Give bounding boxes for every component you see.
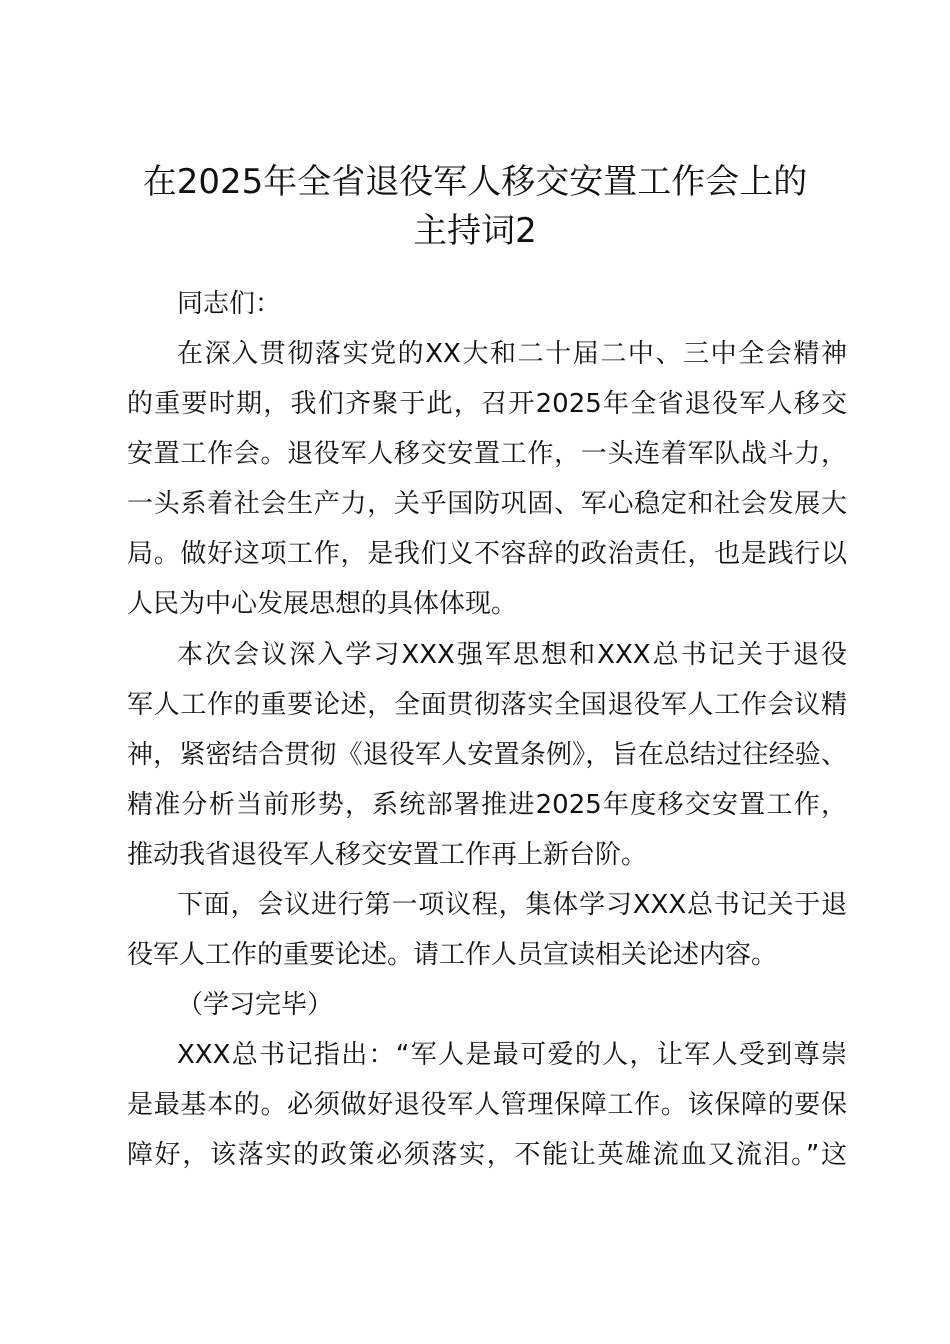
paragraph-line: 役军人工作的重要论述。请工作人员宣读相关论述内容。 [127, 940, 778, 970]
paragraph-line: 障好，该落实的政策必须落实，不能让英雄流血又流泪。”这 [127, 1140, 847, 1170]
paragraph-line: 一头系着社会生产力，关乎国防巩固、军心稳定和社会发展大 [127, 489, 847, 519]
document-title-line-2: 主持词2 [413, 211, 537, 251]
paragraph-line: （学习完毕） [177, 990, 334, 1020]
paragraph-line: 神，紧密结合贯彻《退役军人安置条例》，旨在总结过往经验、 [127, 740, 847, 770]
paragraph-line: 推动我省退役军人移交安置工作再上新台阶。 [127, 840, 648, 870]
paragraph-line: 在深入贯彻落实党的XX大和二十届二中、三中全会精神 [177, 339, 847, 369]
paragraph-line: 精准分析当前形势，系统部署推进2025年度移交安置工作， [127, 790, 847, 820]
document-title-line-1: 在2025年全省退役军人移交安置工作会上的 [142, 162, 808, 202]
paragraph-line: XXX总书记指出：“军人是最可爱的人，让军人受到尊崇 [177, 1040, 847, 1070]
paragraph-line: 本次会议深入学习XXX强军思想和XXX总书记关于退役 [177, 640, 847, 670]
paragraph-line: 下面，会议进行第一项议程，集体学习XXX总书记关于退 [177, 890, 847, 920]
paragraph-line: 的重要时期，我们齐聚于此，召开2025年全省退役军人移交 [127, 389, 847, 419]
paragraph-line: 是最基本的。必须做好退役军人管理保障工作。该保障的要保 [127, 1090, 847, 1120]
paragraph-line: 安置工作会。退役军人移交安置工作，一头连着军队战斗力， [127, 439, 847, 469]
salutation-line: 同志们： [177, 289, 282, 319]
paragraph-line: 局。做好这项工作，是我们义不容辞的政治责任，也是践行以 [127, 539, 847, 569]
paragraph-line: 军人工作的重要论述，全面贯彻落实全国退役军人工作会议精 [127, 690, 847, 720]
paragraph-line: 人民为中心发展思想的具体体现。 [127, 589, 518, 619]
